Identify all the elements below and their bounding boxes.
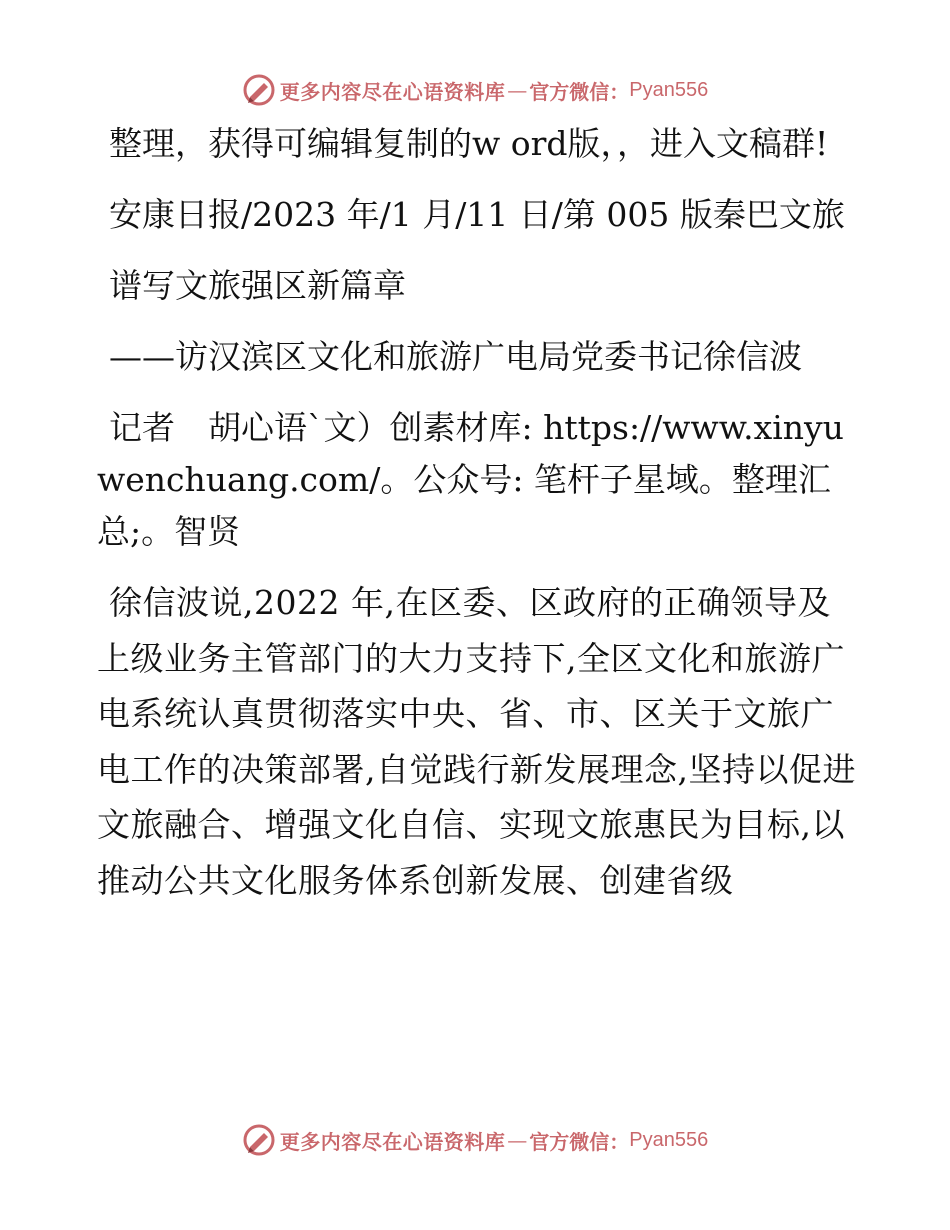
intro-paragraph: 整理，获得可编辑复制的w ord版，，进入文稿群!	[109, 124, 829, 163]
banner-wechat-label: 官方微信：	[529, 1129, 630, 1154]
banner-wechat-id: Pyan556	[629, 78, 709, 101]
banner-separator: —	[507, 78, 528, 102]
header-banner	[0, 70, 950, 110]
article-subtitle: ——访汉滨区文化和旅游广电局党委书记徐信波	[109, 337, 802, 376]
document-body	[97, 118, 857, 927]
banner-text: 更多内容尽在心语资料库	[279, 79, 506, 104]
article-title: 谱写文旅强区新篇章	[109, 266, 406, 305]
body-paragraph: 徐信波说,2022 年,在区委、区政府的正确领导及上级业务主管部门的大力支持下,全区文化和旅游广电系统认真贯彻落实中央、省、市、区关于文旅广电工作的决策部署,自觉践行新发展理念,坚持以促进文旅融合、增强文化自信、实现文旅惠民为目标,以推动公共文化服务体系创新发展、创建省级	[97, 583, 856, 900]
pen-logo-icon	[242, 73, 276, 107]
pen-logo-icon	[242, 1123, 276, 1157]
banner-separator: —	[507, 1128, 528, 1152]
banner-wechat-label: 官方微信：	[529, 79, 630, 104]
source-line: 安康日报/2023 年/1 月/11 日/第 005 版秦巴文旅	[109, 195, 845, 234]
banner-wechat-id: Pyan556	[629, 1128, 709, 1151]
byline-paragraph: 记者 胡心语`文）创素材库: https://www.xinyuwenchuang.com/。公众号: 笔杆子星域。整理汇总;。智贤	[97, 408, 844, 551]
footer-banner	[0, 1120, 950, 1160]
banner-text: 更多内容尽在心语资料库	[279, 1129, 506, 1154]
